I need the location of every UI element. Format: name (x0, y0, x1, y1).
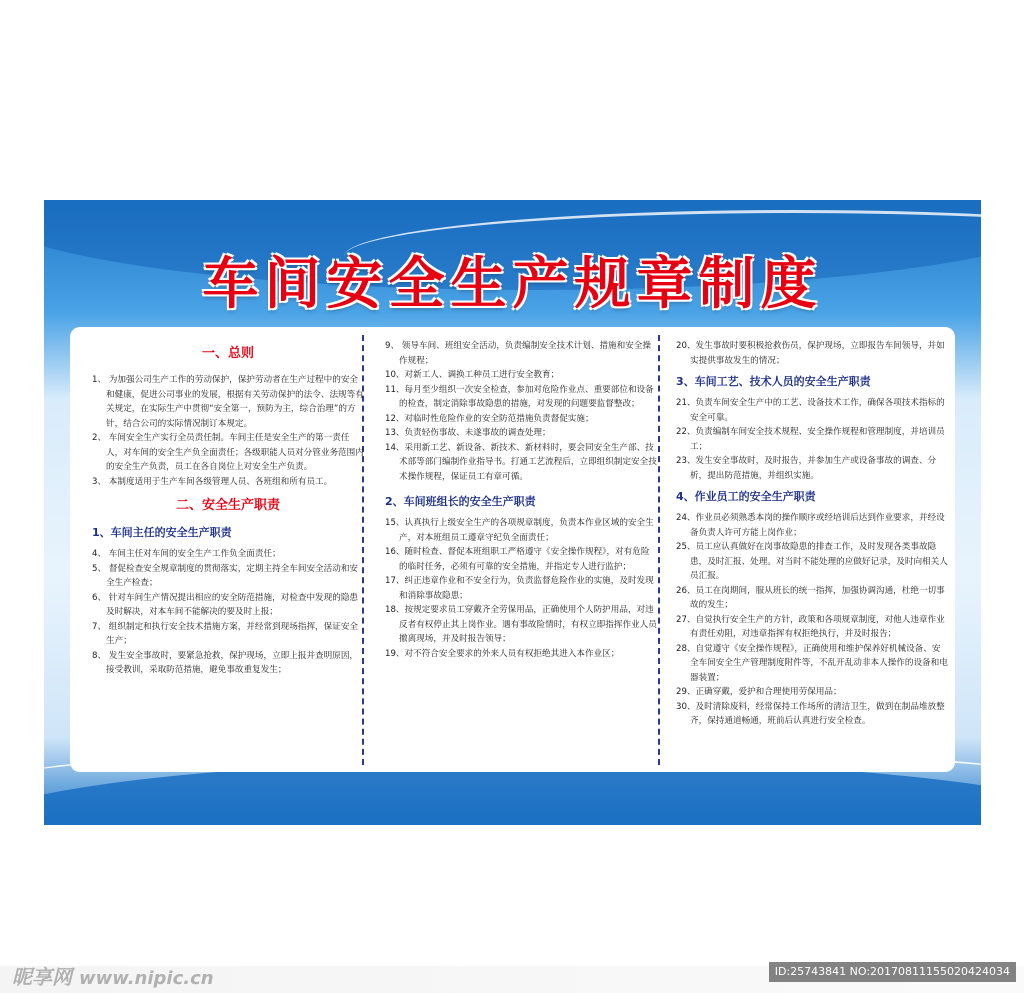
watermark-id: ID:25743841 NO:20170811155020424034 (769, 962, 1016, 982)
watermark-url: www.nipic.cn (78, 968, 214, 989)
watermark-logo (12, 961, 214, 990)
list-item: 22、负责编制车间安全技术规程、安全操作规程和管理制度，并培训员工； (676, 427, 945, 452)
list-item: 24、作业员必须熟悉本岗的操作顺序或经培训后达到作业要求，并经设备负责人许可方能上岗作业； (676, 513, 945, 538)
list-item: 27、自觉执行安全生产的方针，政策和各项规章制度，对他人违章作业有责任劝阻，对违章指挥有权拒绝执行，并及时报告； (676, 614, 945, 639)
list-item: 28、自觉遵守《安全操作规程》，正确使用和维护保养好机械设备、安全车间安全生产管理制度附件等，不乱开乱动非本人操作的设备和电器装置； (676, 643, 948, 683)
subheading-tech: 3、车间工艺、技术人员的安全生产职责 (676, 375, 871, 388)
subheading-leader: 2、车间班组长的安全生产职责 (385, 495, 536, 508)
list-item: 16、随时检查、督促本班组职工严格遵守《安全操作规程》，对有危险的临时任务，必须有可靠的安全措施，并指定专人进行监护； (385, 547, 650, 572)
watermark-logo-text: 昵享网 (12, 965, 72, 989)
list-item: 10、对新工人、调换工种员工进行安全教育； (385, 370, 560, 380)
column-3 (676, 339, 948, 769)
list-item: 15、认真执行上级安全生产的各项规章制度，负责本作业区域的安全生产，对本班组员工遵章守纪负全面责任； (385, 518, 654, 543)
list-item: 26、员工在岗期间，服从班长的统一指挥，加强协调沟通，杜绝一切事故的发生； (676, 585, 945, 610)
list-item: 30、及时清除废料，经常保持工作场所的清洁卫生，做到在制品堆放整齐，保持通道畅通，班前后认真进行安全检查。 (676, 701, 945, 726)
list-item: 19、对不符合安全要求的外来人员有权拒绝其进入本作业区； (385, 648, 620, 659)
list-item: 20、发生事故时要积极抢救伤员，保护现场，立即报告车间领导，并如实提供事故发生的情况； (676, 341, 945, 366)
section-heading-general: 一、总则 (201, 346, 254, 361)
column-1 (92, 339, 364, 769)
list-item: 21、负责车间安全生产中的工艺、设备技术工作，确保各项技术指标的安全可靠。 (676, 398, 945, 423)
list-item: 11、每月至少组织一次安全检查，参加对危险作业点、重要部位和设备的检查，制定消除事故隐患的措施，对发现的问题要监督整改； (385, 384, 654, 409)
list-item: 7、 组织制定和执行安全技术措施方案，并经常到现场指挥，保证安全生产； (92, 621, 359, 646)
column-divider (658, 335, 660, 765)
list-item: 5、 督促检查安全规章制度的贯彻落实，定期主持全车间安全活动和安全生产检查； (92, 563, 359, 588)
safety-board (44, 200, 981, 825)
list-item: 1、 为加强公司生产工作的劳动保护，保护劳动者在生产过程中的安全和健康，促进公司事业的发展，根据有关劳动保护的法令、法规等有关规定，在实际生产中贯彻“安全第一，预防为主，综合治理”的方针，结合公司的实际情况制订本规定。 (92, 375, 364, 429)
list-item: 25、员工应认真做好在岗事故隐患的排查工作，及时发现各类事故隐患，及时汇报、处理。对当时不能处理的应做好记录，及时向相关人员汇报。 (676, 542, 948, 581)
list-item: 17、纠正违章作业和不安全行为，负责监督危险作业的实施，及时发现和消除事故隐患； (385, 576, 654, 601)
section-heading-duty: 二、安全生产职责 (175, 498, 280, 513)
list-item: 13、负责轻伤事故、未遂事故的调查处理； (385, 428, 551, 438)
list-item: 2、 车间安全生产实行全员责任制。车间主任是安全生产的第一责任人，对车间的安全生产负全面责任；各级职能人员对分管业务范围内的安全生产负责，员工在各自岗位上对安全生产负责。 (92, 433, 364, 472)
subheading-worker: 4、作业员工的安全生产职责 (676, 490, 816, 503)
list-item: 23、发生安全事故时，及时报告，并参加生产或设备事故的调查、分析，提出防范措施，并组织实施。 (676, 456, 937, 481)
list-item: 9、 领导车间、班组安全活动，负责编制安全技术计划、措施和安全操作规程； (385, 341, 652, 366)
list-item: 6、 针对车间生产情况提出相应的安全防范措施，对检查中发现的隐患及时解决，对本车间不能解决的要及时上报； (92, 592, 359, 617)
list-item: 18、按规定要求员工穿戴齐全劳保用品，正确使用个人防护用品，对违反者有权停止其上岗作业。遇有事故险情时，有权立即指挥作业人员撤离现场，并及时报告领导； (385, 605, 657, 644)
content-panel (70, 327, 955, 772)
column-2 (385, 339, 657, 769)
board-title: 车间安全生产规章制度 (202, 252, 823, 317)
subheading-director: 1、车间主任的安全生产职责 (92, 526, 232, 539)
list-item: 14、采用新工艺、新设备、新技术、新材料时，要会同安全生产部、技术部等部门编制作业指导书。打通工艺流程后，立即组织制定安全技术操作规程，保证员工有章可循。 (385, 442, 657, 482)
list-item: 8、 发生安全事故时，要紧急抢救，保护现场，立即上报并查明原因，接受教训，采取防范措施，避免事故重复发生； (92, 650, 359, 675)
list-item: 4、 车间主任对车间的安全生产工作负全面责任； (92, 549, 281, 559)
list-item: 3、 本制度适用于生产车间各级管理人员、各班组和所有员工。 (92, 476, 333, 487)
list-item: 29、正确穿戴，爱护和合理使用劳保用品； (676, 687, 842, 697)
list-item: 12、对临时性危险作业的安全防范措施负责督促实施； (385, 413, 594, 424)
